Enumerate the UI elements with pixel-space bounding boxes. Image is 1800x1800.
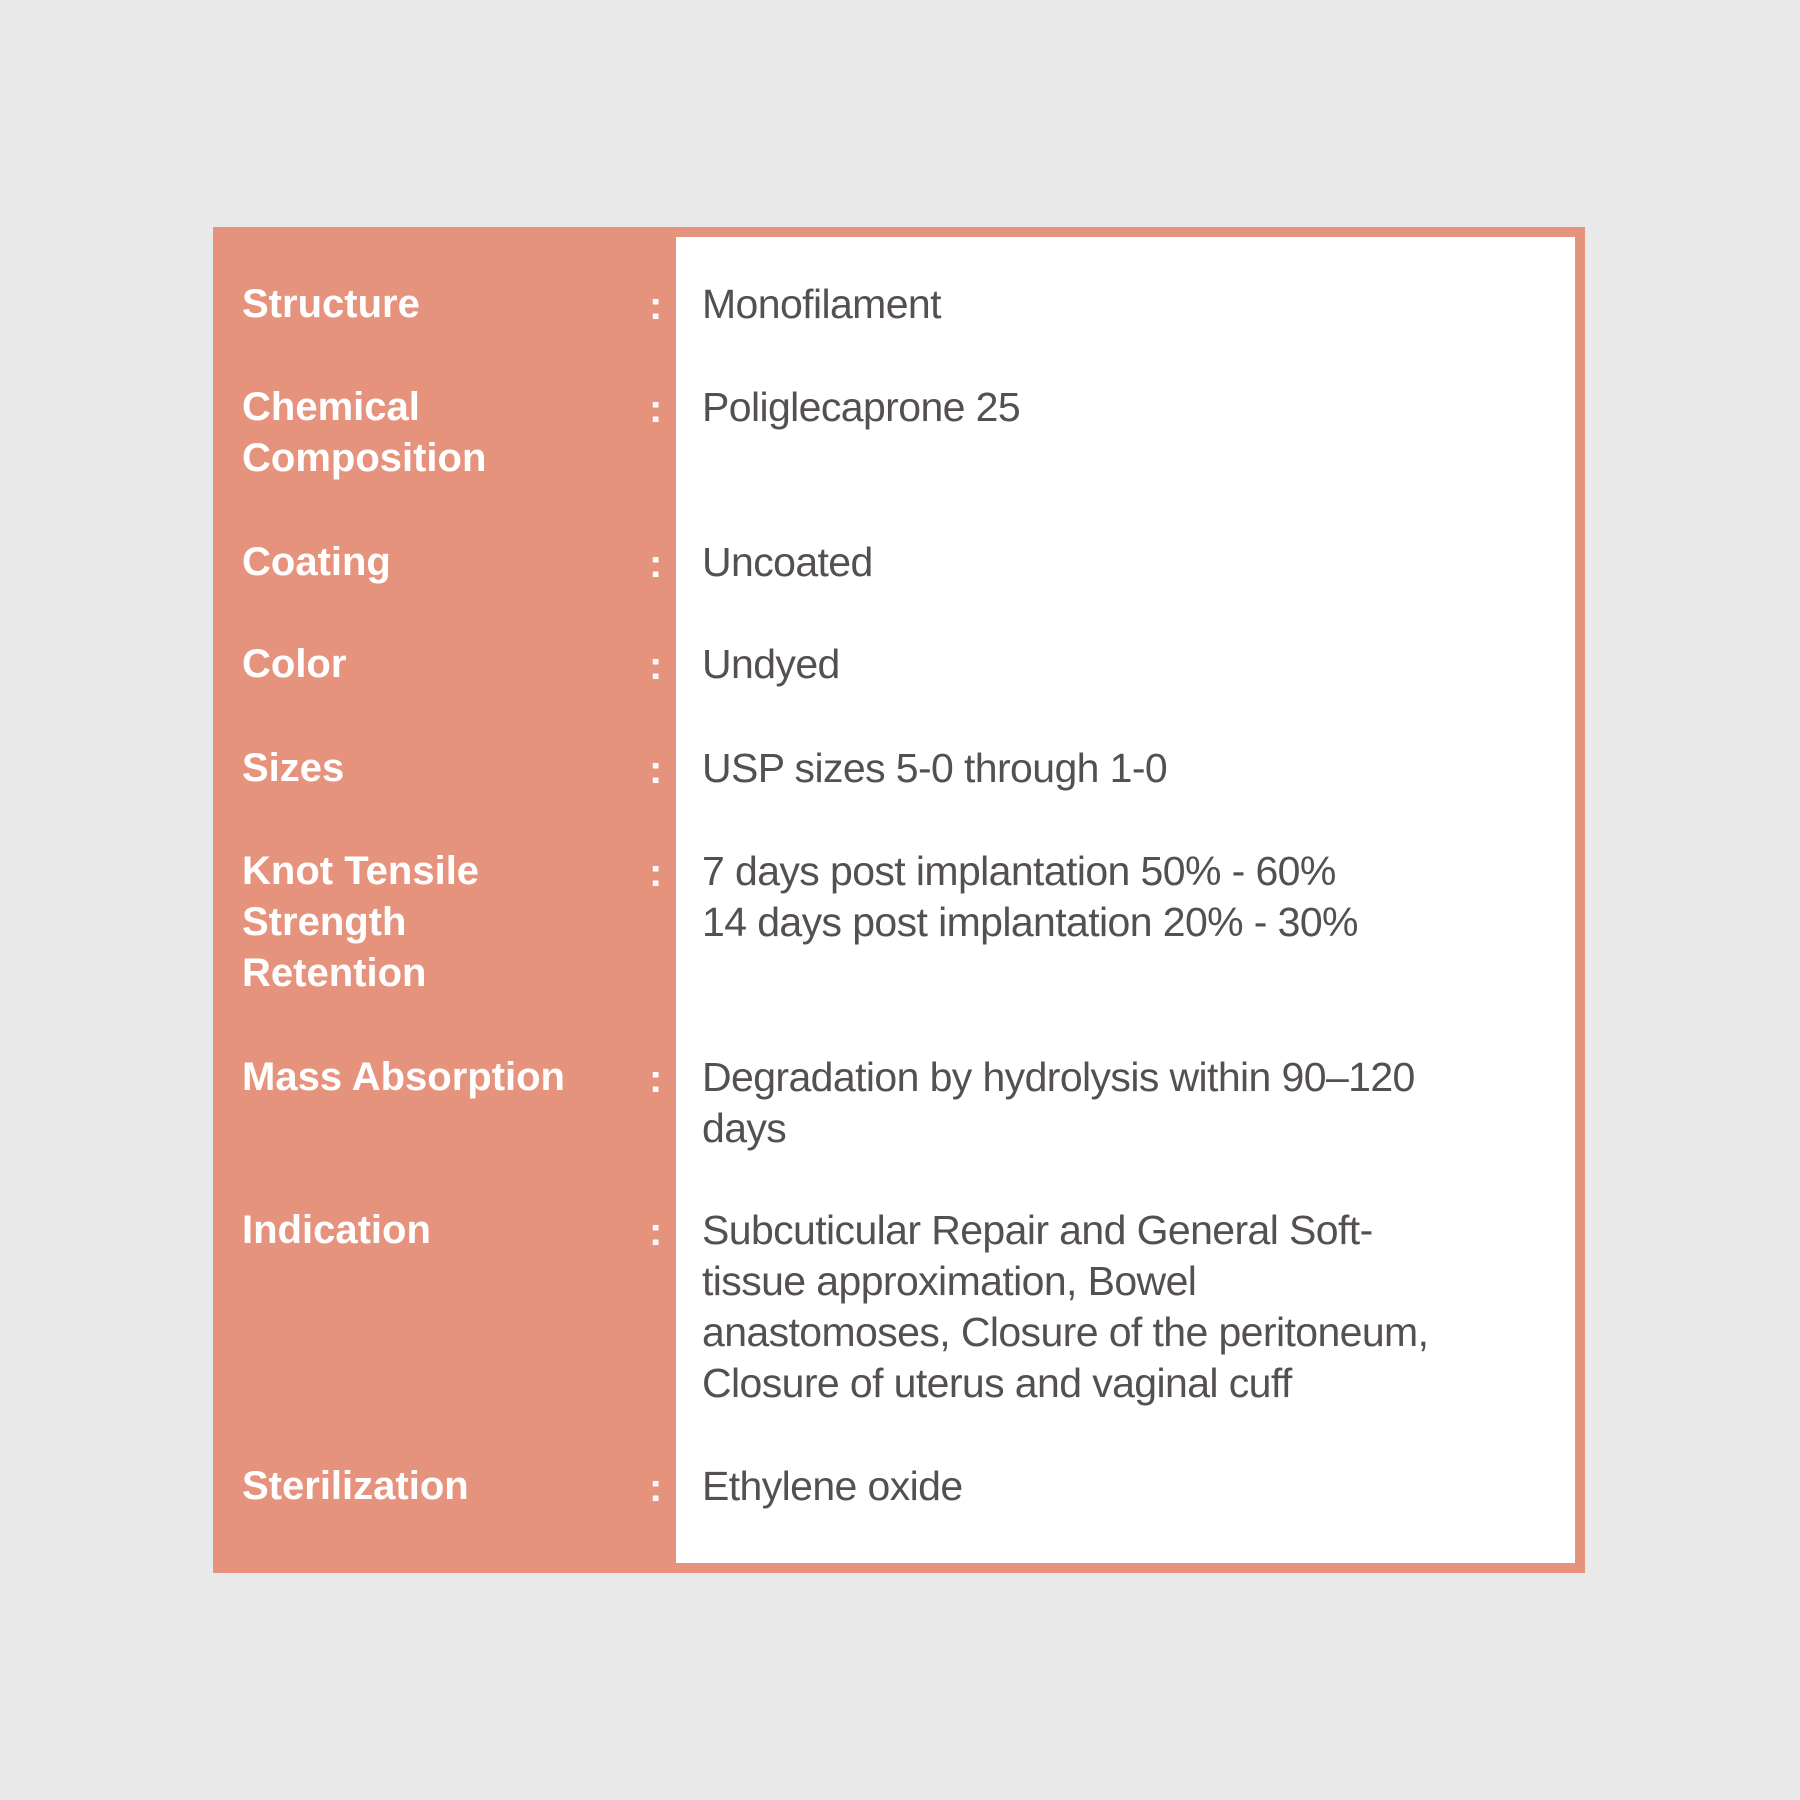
spec-label: Chemical Composition bbox=[242, 385, 487, 480]
separator-colon: : bbox=[649, 1210, 663, 1254]
separator-colon: : bbox=[649, 1057, 663, 1101]
separator-colon: : bbox=[649, 644, 663, 688]
spec-value: Poliglecaprone 25 bbox=[702, 384, 1021, 430]
spec-label: Mass Absorption bbox=[242, 1055, 565, 1099]
separator-colon: : bbox=[649, 542, 663, 586]
spec-label: Sizes bbox=[242, 746, 345, 790]
separator-colon: : bbox=[649, 748, 663, 792]
spec-label: Indication bbox=[242, 1208, 431, 1252]
spec-label: Structure bbox=[242, 282, 420, 326]
separator-colon: : bbox=[649, 851, 663, 895]
separator-colon: : bbox=[649, 284, 663, 328]
spec-value: 7 days post implantation 50% - 60% 14 days post implantation 20% - 30% bbox=[702, 848, 1358, 945]
spec-value: Monofilament bbox=[702, 281, 941, 327]
spec-label: Knot Tensile Strength Retention bbox=[242, 849, 480, 995]
spec-value: Undyed bbox=[702, 641, 840, 687]
spec-value: USP sizes 5-0 through 1-0 bbox=[702, 745, 1168, 791]
spec-value: Uncoated bbox=[702, 539, 873, 585]
spec-value: Degradation by hydrolysis within 90–120 days bbox=[702, 1054, 1415, 1151]
spec-label: Coating bbox=[242, 540, 391, 584]
spec-value: Subcuticular Repair and General Soft- tissue approximation, Bowel anastomoses, Closure of the peritoneum, Closure of uterus and vaginal cuff bbox=[702, 1207, 1429, 1406]
spec-value: Ethylene oxide bbox=[702, 1463, 963, 1509]
spec-label: Color bbox=[242, 642, 347, 686]
separator-colon: : bbox=[649, 387, 663, 431]
separator-colon: : bbox=[649, 1466, 663, 1510]
spec-card bbox=[213, 227, 1585, 1573]
spec-label: Sterilization bbox=[242, 1464, 469, 1508]
